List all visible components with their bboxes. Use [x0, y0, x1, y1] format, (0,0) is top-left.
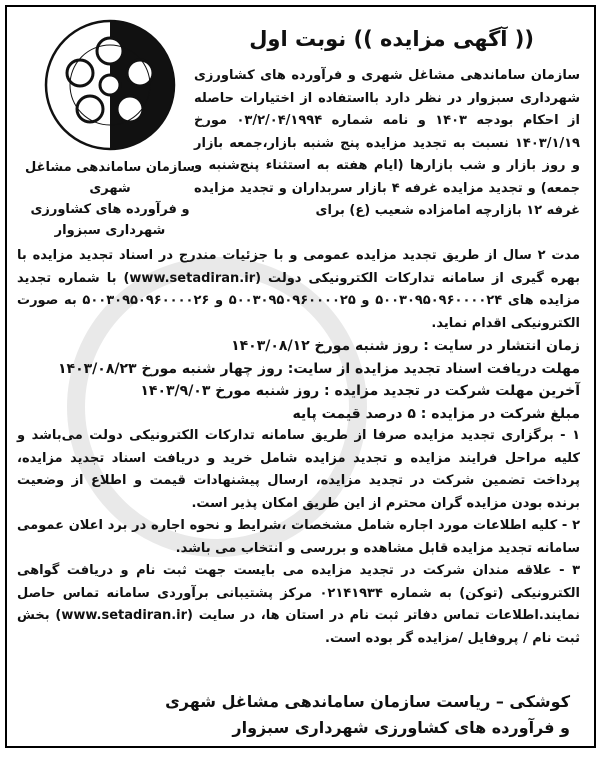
signature-line-1: کوشکی – ریاست سازمان ساماندهی مشاغل شهری	[165, 692, 570, 711]
signature-line-2: و فرآورده های کشاورزی شهرداری سبزوار	[232, 718, 570, 737]
note-3: ۳ - علاقه مندان شرکت در تجدید مزایده می بایست جهت ثبت نام و دریافت گواهی الکترونیکی (توکن) به شماره ۰۲۱۴۱۹۳۴ مرکز پشتیبانی برآوردی سامانه تماس حاصل نمایند.اطلاعات تماس دفاتر ثبت نام در استان ها، در سایت (www.setadiran.ir) بخش ثبت نام / پروفایل /مزایده گر بوده است.	[17, 563, 580, 646]
note-2: ۲ - کلیه اطلاعات مورد اجاره شامل مشخصات ،شرایط و نحوه اجاره در برد اعلان عمومی سامانه تجدید مزایده قابل مشاهده و بررسی و انتخاب می باشد.	[17, 518, 580, 556]
intro-paragraph: سازمان ساماندهی مشاغل شهری و فرآورده های کشاورزی شهرداری سبزوار در نظر دارد بااستفاده از اختیارات حاصله از احکام بودجه ۱۴۰۳ و نامه شماره ۰۳/۲/۰۴/۱۹۹۴ مورخ ۱۴۰۳/۱/۱۹ نسبت به تجدید مزایده پنج شنبه بازار،جمعه بازار و روز بازار و شب بازارها (ایام هفته به استثناء پنج‌شنبه و جمعه) و تجدید مزایده غرفه ۴ بازار سربداران و تجدید مزایده غرفه ۱۲ بازارچه امامزاده شعیب (ع) برای	[194, 68, 580, 218]
continuation-paragraph: مدت ۲ سال از طریق تجدید مزایده عمومی و با جزئیات مندرج در اسناد تجدید مزایده با بهره گیری از سامانه تدارکات الکترونیکی دولت (www.setadiran.ir) با شماره تجدید مزایده های ۵۰۰۳۰۹۵۰۹۶۰۰۰۰۲۴ و ۵۰۰۳۰۹۵۰۹۶۰۰۰۰۲۵ و ۵۰۰۳۰۹۵۰۹۶۰۰۰۰۲۶ به صورت الکترونیکی اقدام نماید.	[17, 248, 580, 331]
organization-logo-icon	[40, 15, 180, 155]
organization-name	[21, 157, 199, 241]
organization-logo-block	[21, 15, 199, 241]
participation-amount: مبلغ شرکت در مزایده : ۵ درصد قیمت پایه	[292, 405, 580, 422]
ad-frame	[5, 5, 596, 748]
note-1: ۱ - برگزاری تجدید مزایده صرفا از طریق سامانه تدارکات الکترونیکی دولت می‌باشد و کلیه مراحل فرایند مزایده و تجدید مزایده شامل خرید و دریافت اسناد تجدید مزایده، پرداخت تضمین شرکت در تجدید مزایده، ارسال پیشنهادات قیمت و اطلاع از وضعیت برنده بودن مزایده گران محترم از این طریق امکان پذیر است.	[17, 428, 580, 511]
participation-deadline: آخرین مهلت شرکت در تجدید مزایده : روز شنبه مورخ ۱۴۰۳/۹/۰۳	[140, 383, 580, 399]
organization-name-line-3: شهرداری سبزوار	[54, 223, 166, 238]
organization-name-line-1: سازمان ساماندهی مشاغل شهری	[24, 160, 196, 196]
ad-title: (( آگهی مزایده )) نوبت اول	[249, 27, 534, 51]
announcement-body	[17, 245, 580, 650]
signature-block	[165, 689, 570, 741]
organization-name-line-2: و فرآورده های کشاورزی	[30, 202, 190, 217]
publish-date: زمان انتشار در سایت : روز شنبه مورخ ۱۴۰۳/۰۸/۱۲	[231, 338, 580, 354]
document-deadline: مهلت دریافت اسناد تجدید مزایده از سایت: روز چهار شنبه مورخ ۱۴۰۳/۰۸/۲۳	[58, 360, 580, 377]
